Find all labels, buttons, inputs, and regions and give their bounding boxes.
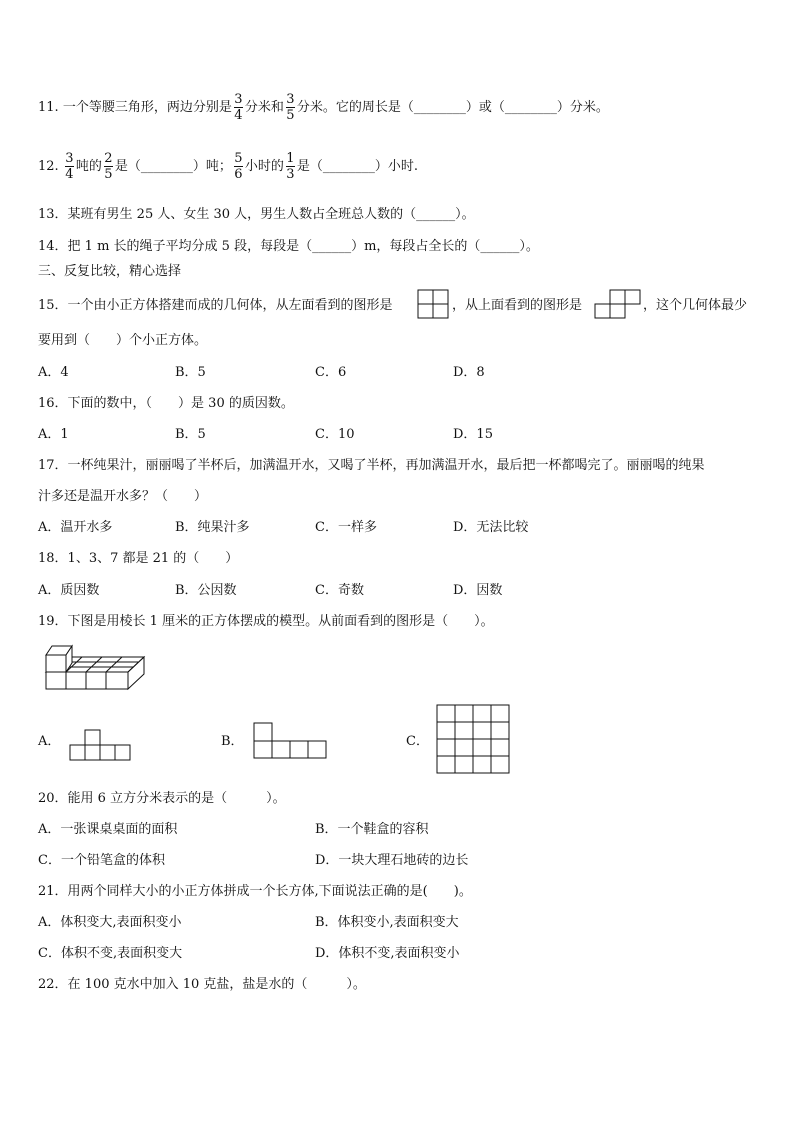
question-15-text-1: 15．一个由小正方体搭建而成的几何体，从左面看到的图形是 — [38, 298, 393, 313]
option-c-figure[interactable] — [436, 704, 512, 775]
question-12 — [38, 151, 418, 182]
question-15-text-4: 要用到（ ）个小正方体。 — [38, 333, 208, 348]
question-13: 13．某班有男生 25 人、女生 30 人，男生人数占全班总人数的（______）。 — [38, 207, 475, 222]
option-d[interactable]: D．8 — [453, 365, 485, 380]
option-a[interactable]: A． — [38, 734, 61, 749]
question-17-line-1: 17．一杯纯果汁，丽丽喝了半杯后，加满温开水，又喝了半杯，再加满温开水，最后把一杯都喝完了。丽丽喝的纯果 — [38, 458, 705, 473]
numerator: 5 — [234, 151, 243, 166]
question-text: 是（________）吨； — [114, 159, 232, 174]
option-c[interactable]: C．体积不变,表面积变大 — [38, 946, 183, 961]
option-b[interactable]: B．体积变小,表面积变大 — [315, 915, 459, 930]
question-text: 一个等腰三角形，两边分别是 — [62, 100, 232, 115]
denominator: 6 — [234, 167, 243, 182]
fraction — [234, 151, 243, 182]
question-11 — [38, 92, 609, 123]
numerator: 1 — [286, 151, 295, 166]
cube-model-figure — [44, 643, 150, 691]
question-text: 分米和 — [244, 100, 284, 115]
option-b-figure[interactable] — [253, 722, 329, 760]
option-a[interactable]: A．4 — [38, 365, 69, 380]
question-text: 小时的 — [244, 159, 284, 174]
option-a-figure[interactable] — [69, 728, 133, 762]
option-c[interactable]: C．6 — [315, 365, 347, 380]
question-15-text-2: ，从上面看到的图形是 — [452, 298, 583, 313]
question-number: 12. — [38, 159, 59, 174]
question-22: 22．在 100 克水中加入 10 克盐，盐是水的（ ）。 — [38, 977, 366, 992]
option-c[interactable]: C．10 — [315, 427, 355, 442]
option-c[interactable]: C．奇数 — [315, 583, 364, 598]
option-c[interactable]: C． — [406, 734, 429, 749]
question-16: 16．下面的数中，（ ）是 30 的质因数。 — [38, 396, 294, 411]
question-number: 11. — [38, 100, 59, 115]
option-b[interactable]: B．公因数 — [175, 583, 237, 598]
option-a[interactable]: A．1 — [38, 427, 69, 442]
option-b[interactable]: B．5 — [175, 365, 206, 380]
question-text: 分米。它的周长是（________）或（________）分米。 — [296, 100, 609, 115]
option-d[interactable]: D．无法比较 — [453, 520, 529, 535]
question-text: 吨的 — [75, 159, 102, 174]
question-14: 14．把 1 m 长的绳子平均分成 5 段，每段是（______）m，每段占全长的（______）。 — [38, 239, 539, 254]
option-a[interactable]: A．质因数 — [38, 583, 100, 598]
option-d[interactable]: D．体积不变,表面积变小 — [315, 946, 460, 961]
option-d[interactable]: D．因数 — [453, 583, 503, 598]
fraction — [286, 92, 295, 123]
option-c[interactable]: C．一个铅笔盒的体积 — [38, 853, 165, 868]
numerator: 3 — [286, 92, 295, 107]
question-text: 是（________）小时. — [296, 159, 419, 174]
fraction — [234, 92, 243, 123]
denominator: 4 — [65, 167, 74, 182]
denominator: 3 — [286, 167, 295, 182]
question-18: 18．1、3、7 都是 21 的（ ） — [38, 551, 239, 566]
option-b[interactable]: B．一个鞋盒的容积 — [315, 822, 429, 837]
question-15-text-3: ，这个几何体最少 — [643, 298, 748, 313]
fraction — [65, 151, 74, 182]
denominator: 5 — [104, 167, 113, 182]
option-b[interactable]: B． — [221, 734, 244, 749]
question-19: 19．下图是用棱长 1 厘米的正方体摆成的模型。从前面看到的图形是（ ）。 — [38, 614, 494, 629]
denominator: 4 — [234, 108, 243, 123]
option-a[interactable]: A．体积变大,表面积变小 — [38, 915, 182, 930]
numerator: 3 — [234, 92, 243, 107]
question-17-line-2: 汁多还是温开水多？（ ） — [38, 489, 208, 504]
numerator: 3 — [65, 151, 74, 166]
option-a[interactable]: A．温开水多 — [38, 520, 113, 535]
option-d[interactable]: D．15 — [453, 427, 493, 442]
option-c[interactable]: C．一样多 — [315, 520, 377, 535]
top-view-figure — [594, 289, 642, 321]
question-20: 20．能用 6 立方分米表示的是（ ）。 — [38, 791, 286, 806]
question-21: 21．用两个同样大小的小正方体拼成一个长方体,下面说法正确的是( )。 — [38, 884, 472, 899]
option-a[interactable]: A．一张课桌桌面的面积 — [38, 822, 178, 837]
option-d[interactable]: D．一块大理石地砖的边长 — [315, 853, 469, 868]
fraction — [286, 151, 295, 182]
left-view-figure — [417, 289, 451, 321]
numerator: 2 — [104, 151, 113, 166]
option-b[interactable]: B．5 — [175, 427, 206, 442]
option-b[interactable]: B．纯果汁多 — [175, 520, 250, 535]
section-heading: 三、反复比较，精心选择 — [38, 264, 182, 279]
denominator: 5 — [286, 108, 295, 123]
fraction — [104, 151, 113, 182]
